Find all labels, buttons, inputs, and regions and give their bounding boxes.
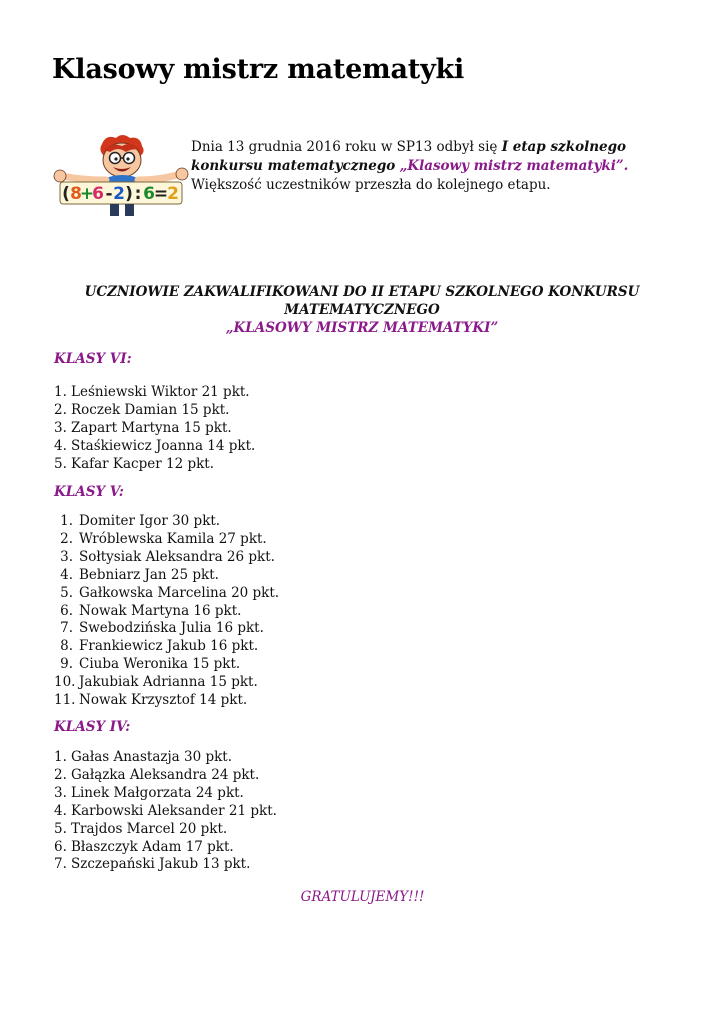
svg-text:-: -	[105, 184, 113, 204]
list-item: 3. Zapart Martyna 15 pkt.	[54, 419, 232, 436]
list-item: 2. Wróblewska Kamila 27 pkt.	[60, 530, 267, 547]
list-item: 2. Roczek Damian 15 pkt.	[54, 401, 230, 418]
list-item: 8. Frankiewicz Jakub 16 pkt.	[60, 638, 259, 655]
intro-contest-name: I etap szkolnego konkursu matematycznego	[191, 139, 627, 174]
qualified-heading	[52, 283, 672, 337]
svg-text:2: 2	[167, 184, 179, 204]
section-label-klasy-iv: KLASY IV:	[54, 719, 131, 735]
list-item: 6. Nowak Martyna 16 pkt.	[60, 602, 242, 619]
section-label-klasy-vi: KLASY VI:	[54, 351, 132, 367]
results-list-klasy-v	[54, 513, 279, 710]
list-item: 7. Swebodzińska Julia 16 pkt.	[60, 620, 264, 637]
svg-text:+: +	[79, 184, 95, 204]
intro-text-before: Dnia 13 grudnia 2016 roku w SP13 odbył się	[191, 139, 502, 155]
results-list-klasy-vi	[54, 384, 255, 474]
list-item: 5. Kafar Kacper 12 pkt.	[54, 455, 215, 472]
svg-text:6: 6	[143, 184, 155, 204]
list-item: 10. Jakubiak Adrianna 15 pkt.	[54, 674, 258, 691]
svg-text::: :	[134, 184, 142, 204]
list-item: 1. Leśniewski Wiktor 21 pkt.	[54, 384, 250, 400]
math-boy-holding-equation-icon	[52, 134, 190, 218]
svg-text:): )	[125, 184, 133, 204]
qualified-heading-line1: UCZNIOWIE ZAKWALIFIKOWANI DO II ETAPU SZKOLNEGO KONKURSU	[84, 284, 640, 300]
list-item: 4. Bebniarz Jan 25 pkt.	[60, 566, 219, 583]
svg-text:=: =	[153, 184, 169, 204]
list-item: 11. Nowak Krzysztof 14 pkt.	[54, 692, 248, 709]
intro-contest-title: „Klasowy mistrz matematyki”.	[399, 158, 629, 174]
list-item: 4. Staśkiewicz Joanna 14 pkt.	[54, 437, 256, 454]
list-item: 6. Błaszczyk Adam 17 pkt.	[54, 838, 234, 855]
list-item: 2. Gałązka Aleksandra 24 pkt.	[54, 766, 260, 783]
list-item: 1. Domiter Igor 30 pkt.	[60, 513, 221, 529]
section-label-klasy-v: KLASY V:	[54, 484, 124, 500]
list-item: 4. Karbowski Aleksander 21 pkt.	[54, 802, 277, 819]
list-item: 5. Trajdos Marcel 20 pkt.	[54, 820, 228, 837]
list-item: 5. Gałkowska Marcelina 20 pkt.	[60, 584, 280, 601]
list-item: 1. Gałas Anastazja 30 pkt.	[54, 749, 233, 765]
results-list-klasy-iv	[54, 749, 277, 874]
list-item: 7. Szczepański Jakub 13 pkt.	[54, 856, 251, 873]
list-item: 3. Linek Małgorzata 24 pkt.	[54, 784, 244, 801]
svg-text:2: 2	[113, 184, 125, 204]
closing-congratulations: GRATULUJEMY!!!	[300, 889, 425, 905]
qualified-heading-line3: „KLASOWY MISTRZ MATEMATYKI”	[225, 320, 499, 336]
page-title: Klasowy mistrz matematyki	[52, 54, 465, 85]
svg-text:6: 6	[92, 184, 104, 204]
intro-text-after: Większość uczestników przeszła do kolejnego etapu.	[191, 177, 551, 193]
list-item: 3. Sołtysiak Aleksandra 26 pkt.	[60, 548, 275, 565]
svg-text:8: 8	[70, 184, 82, 204]
qualified-heading-line2: MATEMATYCZNEGO	[284, 302, 440, 318]
intro-paragraph	[191, 138, 671, 195]
svg-text:(: (	[62, 184, 70, 204]
list-item: 9. Ciuba Weronika 15 pkt.	[60, 656, 241, 673]
